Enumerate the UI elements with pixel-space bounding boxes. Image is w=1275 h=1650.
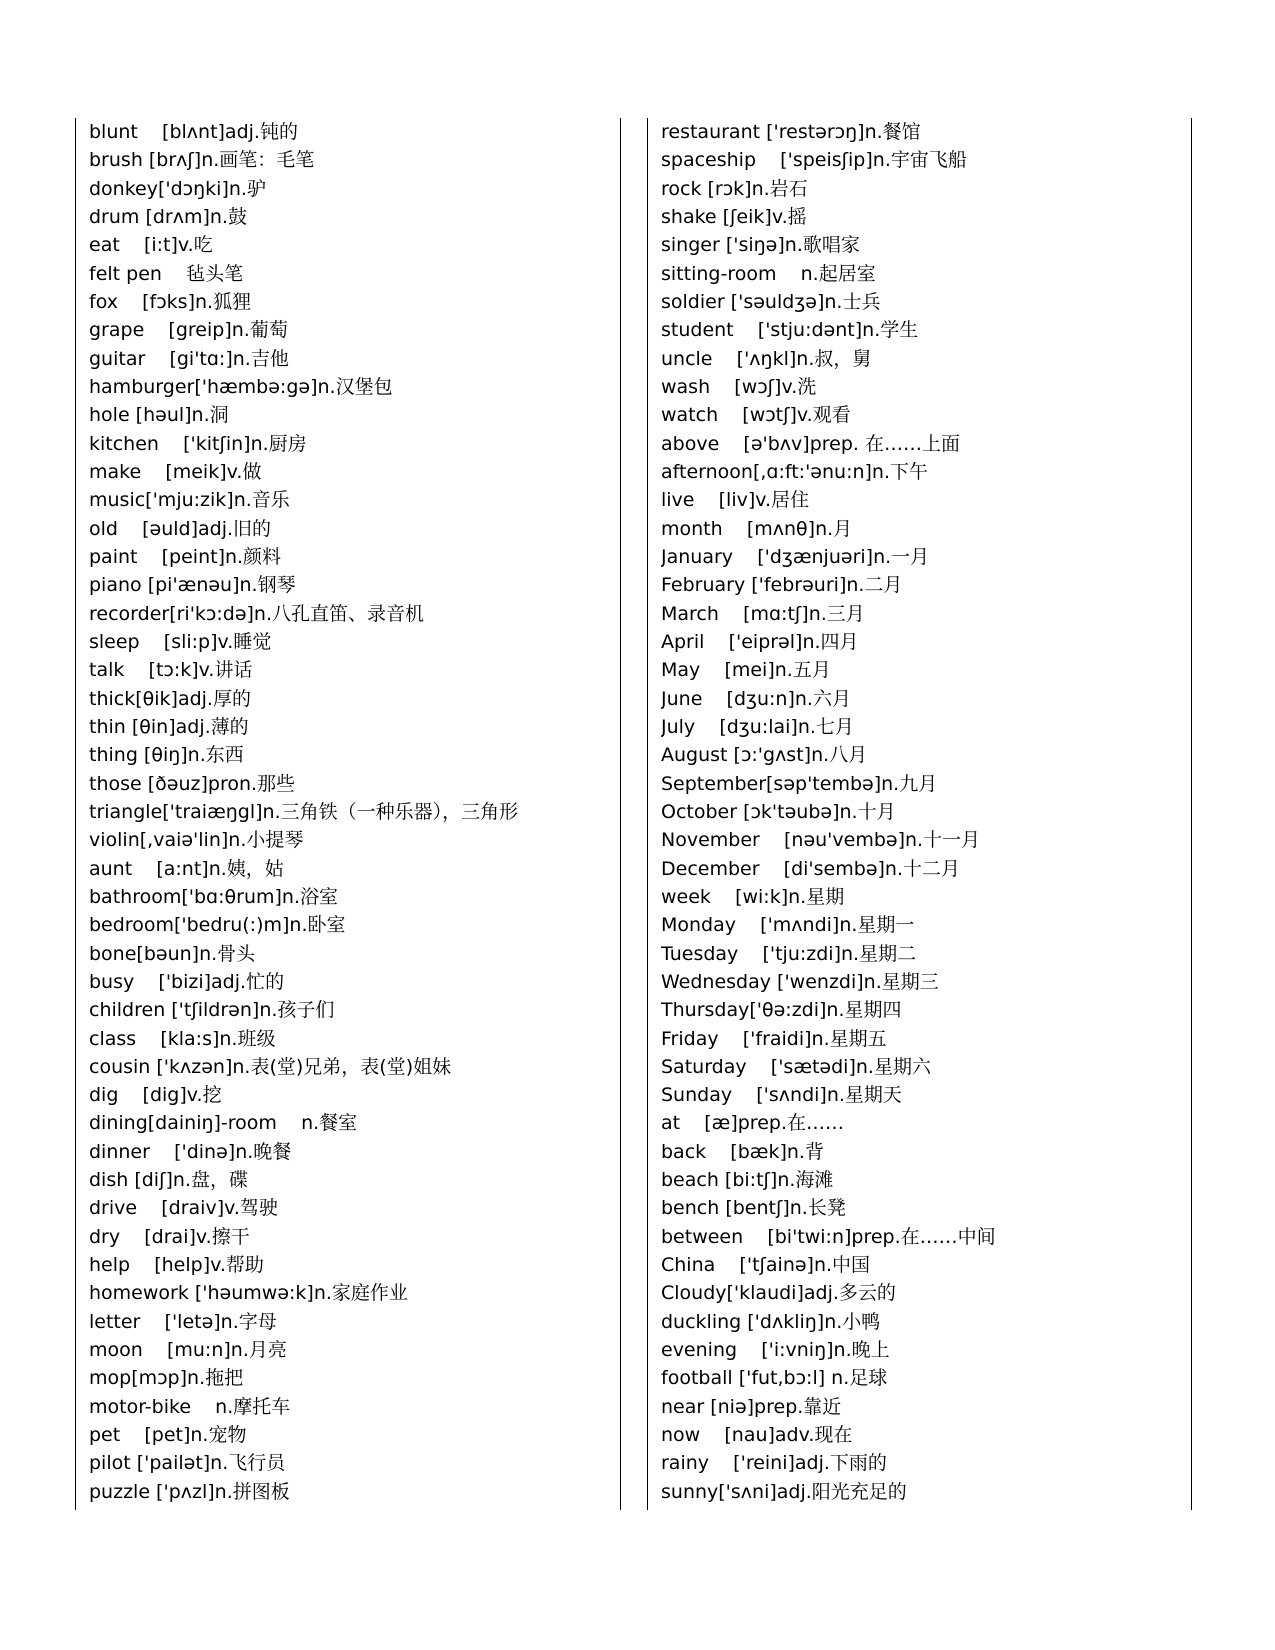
vocabulary-entry: letter ['letə]n.字母 bbox=[89, 1310, 277, 1333]
vocabulary-entry: class [kla:s]n.班级 bbox=[89, 1027, 276, 1050]
vocabulary-entry: August [ɔ:'gʌst]n.八月 bbox=[661, 744, 868, 767]
vocabulary-entry: hamburger['hæmbə:gə]n.汉堡包 bbox=[89, 375, 393, 398]
left-column-border-right bbox=[620, 118, 621, 1510]
vocabulary-entry: September[səp'tembə]n.九月 bbox=[661, 772, 938, 795]
vocabulary-entry: April ['eiprəl]n.四月 bbox=[661, 630, 859, 653]
vocabulary-entry: uncle ['ʌŋkl]n.叔，舅 bbox=[661, 347, 872, 370]
vocabulary-entry: live [liv]v.居住 bbox=[661, 489, 810, 512]
vocabulary-entry: children ['tʃildrən]n.孩子们 bbox=[89, 999, 335, 1022]
vocabulary-entry: those [ðəuz]pron.那些 bbox=[89, 772, 296, 795]
vocabulary-entry: old [əuld]adj.旧的 bbox=[89, 517, 272, 540]
vocabulary-entry: October [ɔk'təubə]n.十月 bbox=[661, 800, 896, 823]
vocabulary-entry: rock [rɔk]n.岩石 bbox=[661, 177, 808, 200]
vocabulary-entry: dinner ['dinə]n.晚餐 bbox=[89, 1140, 292, 1163]
vocabulary-entry: eat [i:t]v.吃 bbox=[89, 234, 213, 257]
vocabulary-entry: at [æ]prep.在…… bbox=[661, 1112, 844, 1135]
vocabulary-entry: duckling ['dʌkliŋ]n.小鸭 bbox=[661, 1310, 881, 1333]
vocabulary-entry: dining[dainiŋ]-room n.餐室 bbox=[89, 1112, 358, 1135]
vocabulary-entry: sitting-room n.起居室 bbox=[661, 262, 876, 285]
vocabulary-entry: Monday ['mʌndi]n.星期一 bbox=[661, 914, 915, 937]
vocabulary-entry: pet [pet]n.宠物 bbox=[89, 1424, 247, 1447]
vocabulary-entry: talk [tɔ:k]v.讲话 bbox=[89, 659, 253, 682]
vocabulary-entry: week [wi:k]n.星期 bbox=[661, 885, 845, 908]
vocabulary-entry: kitchen ['kitʃin]n.厨房 bbox=[89, 432, 307, 455]
vocabulary-entry: near [niə]prep.靠近 bbox=[661, 1395, 842, 1418]
vocabulary-entry: January ['dʒænjuəri]n.一月 bbox=[661, 545, 930, 568]
vocabulary-entry: dig [dig]v.挖 bbox=[89, 1084, 222, 1107]
vocabulary-entry: Sunday ['sʌndi]n.星期天 bbox=[661, 1084, 902, 1107]
vocabulary-entry: Wednesday ['wenzdi]n.星期三 bbox=[661, 970, 939, 993]
right-vocabulary-column bbox=[661, 118, 1181, 1506]
vocabulary-entry: evening ['i:vniŋ]n.晚上 bbox=[661, 1339, 890, 1362]
left-column-border-left bbox=[75, 118, 76, 1510]
vocabulary-entry: May [mei]n.五月 bbox=[661, 659, 831, 682]
vocabulary-entry: guitar [gi'tɑ:]n.吉他 bbox=[89, 347, 289, 370]
vocabulary-entry: March [mɑ:tʃ]n.三月 bbox=[661, 602, 865, 625]
vocabulary-entry: December [di'sembə]n.十二月 bbox=[661, 857, 960, 880]
vocabulary-entry: busy ['bizi]adj.忙的 bbox=[89, 970, 285, 993]
vocabulary-entry: piano [pi'ænəu]n.钢琴 bbox=[89, 574, 296, 597]
vocabulary-entry: thick[θik]adj.厚的 bbox=[89, 687, 251, 710]
vocabulary-entry: China ['tʃainə]n.中国 bbox=[661, 1254, 871, 1277]
vocabulary-entry: drum [drʌm]n.鼓 bbox=[89, 205, 247, 228]
vocabulary-entry: felt pen 毡头笔 bbox=[89, 262, 244, 285]
vocabulary-entry: November [nəu'vembə]n.十一月 bbox=[661, 829, 981, 852]
right-column-border-right bbox=[1191, 118, 1192, 1510]
vocabulary-entry: hole [həul]n.洞 bbox=[89, 404, 229, 427]
vocabulary-entry: aunt [a:nt]n.姨，姑 bbox=[89, 857, 284, 880]
vocabulary-entry: make [meik]v.做 bbox=[89, 460, 262, 483]
vocabulary-entry: drive [draiv]v.驾驶 bbox=[89, 1197, 278, 1220]
vocabulary-entry: month [mʌnθ]n.月 bbox=[661, 517, 853, 540]
vocabulary-entry: motor-bike n.摩托车 bbox=[89, 1395, 291, 1418]
vocabulary-entry: Thursday['θə:zdi]n.星期四 bbox=[661, 999, 902, 1022]
vocabulary-entry: donkey['dɔŋki]n.驴 bbox=[89, 177, 266, 200]
vocabulary-entry: cousin ['kʌzən]n.表(堂)兄弟，表(堂)姐妹 bbox=[89, 1055, 452, 1078]
vocabulary-entry: afternoon[,ɑ:ft:'ənu:n]n.下午 bbox=[661, 460, 929, 483]
vocabulary-entry: June [dʒu:n]n.六月 bbox=[661, 687, 851, 710]
vocabulary-entry: between [bi'twi:n]prep.在……中间 bbox=[661, 1225, 996, 1248]
vocabulary-entry: watch [wɔtʃ]v.观看 bbox=[661, 404, 851, 427]
vocabulary-entry: shake [ʃeik]v.摇 bbox=[661, 205, 807, 228]
vocabulary-entry: rainy ['reini]adj.下雨的 bbox=[661, 1452, 887, 1475]
right-column-border-left bbox=[647, 118, 648, 1510]
vocabulary-entry: Saturday ['sætədi]n.星期六 bbox=[661, 1055, 931, 1078]
vocabulary-entry: dry [drai]v.擦干 bbox=[89, 1225, 250, 1248]
vocabulary-entry: bone[bəun]n.骨头 bbox=[89, 942, 256, 965]
vocabulary-entry: singer ['siŋə]n.歌唱家 bbox=[661, 234, 860, 257]
vocabulary-entry: moon [mu:n]n.月亮 bbox=[89, 1339, 287, 1362]
vocabulary-entry: Friday ['fraidi]n.星期五 bbox=[661, 1027, 887, 1050]
vocabulary-entry: music['mju:zik]n.音乐 bbox=[89, 489, 290, 512]
vocabulary-entry: grape [greip]n.葡萄 bbox=[89, 319, 288, 342]
left-vocabulary-column bbox=[89, 118, 609, 1506]
vocabulary-entry: recorder[ri'kɔ:də]n.八孔直笛、录音机 bbox=[89, 602, 425, 625]
vocabulary-entry: bathroom['bɑ:θrum]n.浴室 bbox=[89, 885, 338, 908]
vocabulary-entry: fox [fɔks]n.狐狸 bbox=[89, 290, 252, 313]
vocabulary-entry: restaurant ['restərɔŋ]n.餐馆 bbox=[661, 121, 921, 143]
vocabulary-entry: homework ['həumwə:k]n.家庭作业 bbox=[89, 1282, 408, 1305]
vocabulary-entry: sunny['sʌni]adj.阳光充足的 bbox=[661, 1480, 907, 1503]
vocabulary-entry: violin[,vaiə'lin]n.小提琴 bbox=[89, 829, 304, 852]
vocabulary-entry: February ['febrəuri]n.二月 bbox=[661, 574, 903, 597]
vocabulary-entry: football ['fut,bɔ:l] n.足球 bbox=[661, 1367, 888, 1390]
vocabulary-entry: Tuesday ['tju:zdi]n.星期二 bbox=[661, 942, 917, 965]
vocabulary-entry: spaceship ['speisʃip]n.宇宙飞船 bbox=[661, 149, 967, 172]
vocabulary-entry: back [bæk]n.背 bbox=[661, 1140, 824, 1163]
vocabulary-entry: paint [peint]n.颜料 bbox=[89, 545, 282, 568]
vocabulary-entry: bench [bentʃ]n.长凳 bbox=[661, 1197, 846, 1220]
vocabulary-entry: now [nau]adv.现在 bbox=[661, 1424, 853, 1447]
vocabulary-entry: Cloudy['klaudi]adj.多云的 bbox=[661, 1282, 896, 1305]
vocabulary-entry: soldier ['səuldʒə]n.士兵 bbox=[661, 290, 881, 313]
vocabulary-entry: pilot ['pailət]n.飞行员 bbox=[89, 1452, 286, 1475]
vocabulary-entry: dish [diʃ]n.盘，碟 bbox=[89, 1169, 248, 1192]
vocabulary-entry: wash [wɔʃ]v.洗 bbox=[661, 375, 817, 398]
vocabulary-entry: above [ə'bʌv]prep. 在……上面 bbox=[661, 432, 960, 455]
vocabulary-entry: thing [θiŋ]n.东西 bbox=[89, 744, 244, 767]
vocabulary-entry: bedroom['bedru(:)m]n.卧室 bbox=[89, 914, 346, 937]
vocabulary-entry: brush [brʌʃ]n.画笔：毛笔 bbox=[89, 149, 315, 172]
vocabulary-entry: triangle['traiæŋgl]n.三角铁（一种乐器），三角形 bbox=[89, 800, 519, 823]
vocabulary-entry: sleep [sli:p]v.睡觉 bbox=[89, 630, 272, 653]
vocabulary-entry: student ['stju:dənt]n.学生 bbox=[661, 319, 919, 342]
vocabulary-entry: July [dʒu:lai]n.七月 bbox=[661, 715, 854, 738]
vocabulary-entry: puzzle ['pʌzl]n.拼图板 bbox=[89, 1480, 290, 1503]
vocabulary-entry: help [help]v.帮助 bbox=[89, 1254, 264, 1277]
vocabulary-entry: blunt [blʌnt]adj.钝的 bbox=[89, 121, 298, 143]
vocabulary-entry: mop[mɔp]n.拖把 bbox=[89, 1367, 244, 1390]
vocabulary-entry: thin [θin]adj.薄的 bbox=[89, 715, 249, 738]
vocabulary-entry: beach [bi:tʃ]n.海滩 bbox=[661, 1169, 834, 1192]
